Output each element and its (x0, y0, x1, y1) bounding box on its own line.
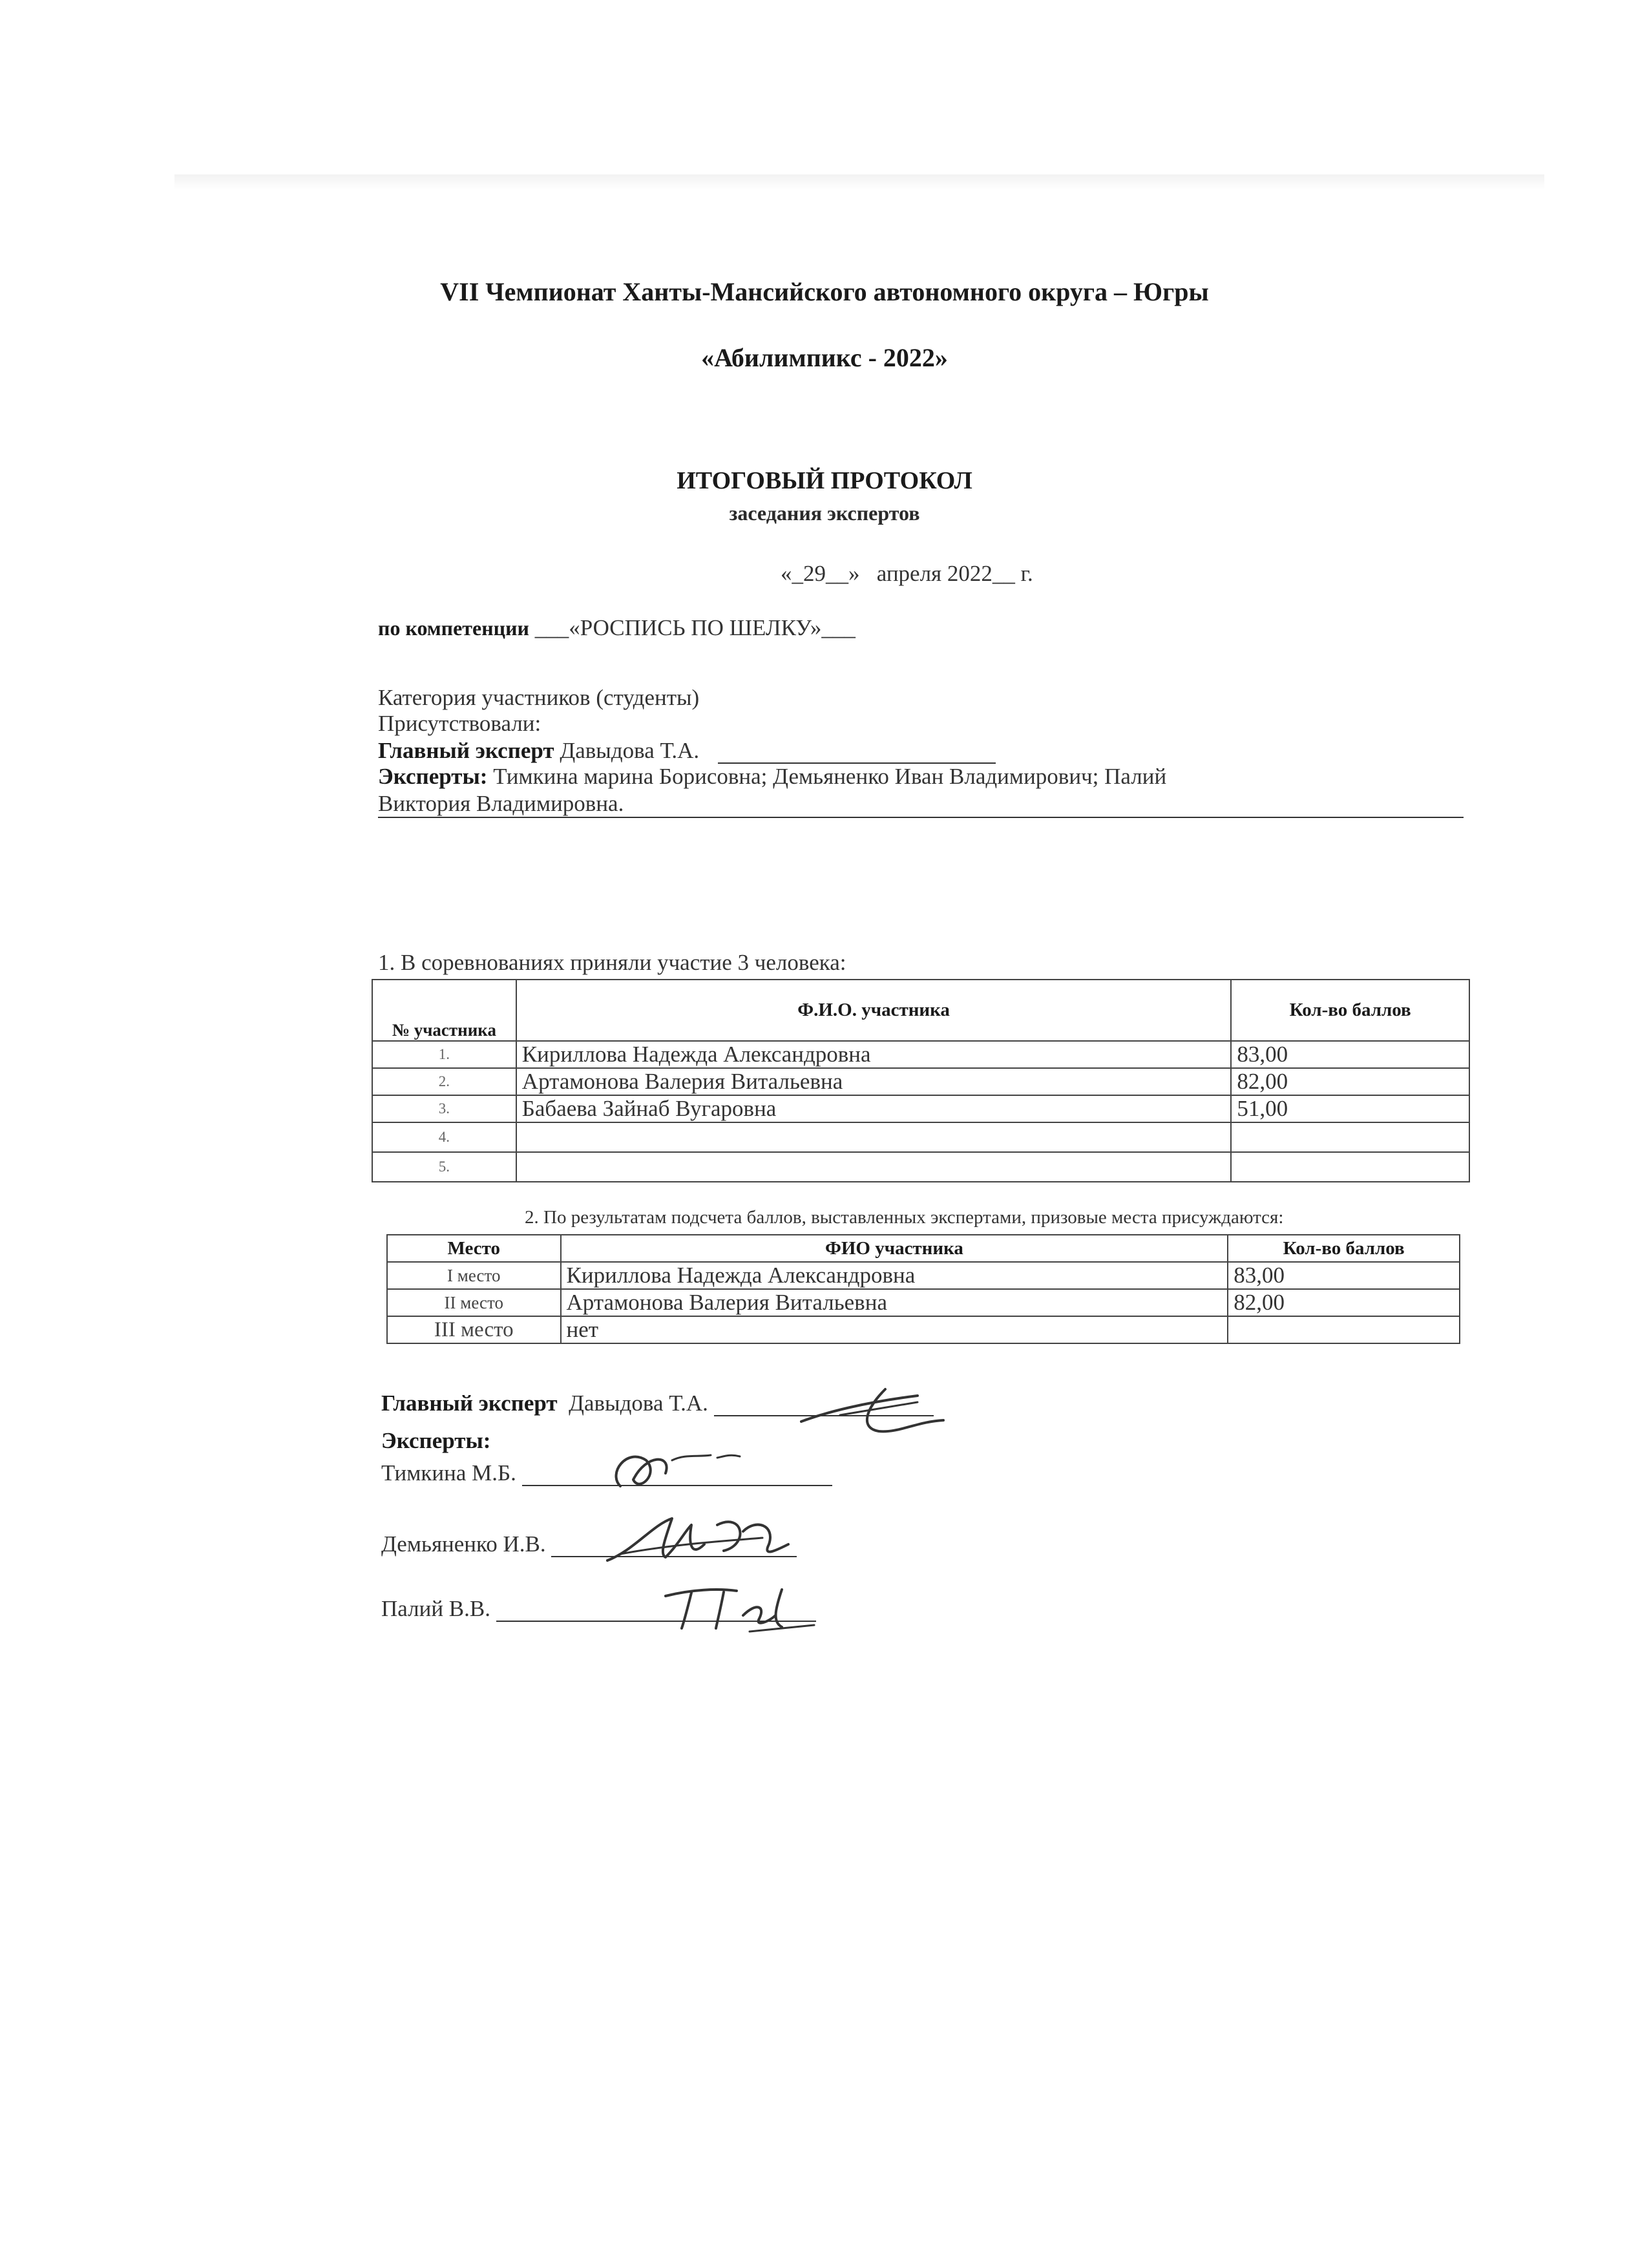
table-row (372, 1122, 1469, 1152)
expert3-signature (653, 1577, 834, 1641)
prize-name: Кириллова Надежда Александровна (561, 1262, 1228, 1289)
participant-number: 5. (372, 1152, 516, 1182)
experts-names-line2: Виктория Владимировна. (378, 791, 1464, 818)
participants-caption: 1. В соревнованиях приняли участие 3 человека: (378, 950, 846, 975)
header-place: Место (387, 1235, 561, 1262)
table-header-row (372, 980, 1469, 1041)
championship-title: VII Чемпионат Ханты-Мансийского автономного округа – Югры (440, 277, 1209, 306)
header-number: № участника (372, 980, 516, 1041)
table-row (387, 1316, 1460, 1343)
protocol-date (781, 561, 1033, 587)
participant-name: Бабаева Зайнаб Вугаровна (516, 1095, 1232, 1122)
sign-expert1-name: Тимкина М.Б. (381, 1460, 516, 1486)
participant-name (516, 1152, 1232, 1182)
prizes-caption: 2. По результатам подсчета баллов, выставленных экспертами, призовые места присуждаются: (525, 1207, 1284, 1228)
table-header-row (387, 1235, 1460, 1262)
participant-score (1231, 1152, 1469, 1182)
participant-number: 2. (372, 1068, 516, 1095)
participant-name: Кириллова Надежда Александровна (516, 1041, 1232, 1068)
expert1-signature (601, 1434, 756, 1506)
category-line: Категория участников (студенты) (378, 685, 700, 710)
sign-experts-label: Эксперты: (381, 1428, 491, 1453)
sign-chief-name: Давыдова Т.А. (569, 1391, 708, 1416)
participant-score: 51,00 (1231, 1095, 1469, 1122)
event-title: «Абилимпикс - 2022» (701, 343, 948, 372)
chief-expert-line (378, 738, 996, 764)
prize-score (1228, 1316, 1460, 1343)
prize-name: Артамонова Валерия Витальевна (561, 1289, 1228, 1316)
prize-name: нет (561, 1316, 1228, 1343)
table-row (372, 1041, 1469, 1068)
date-month-year: апреля 2022__ г. (876, 561, 1033, 586)
participant-number: 4. (372, 1122, 516, 1152)
table-row (387, 1289, 1460, 1316)
protocol-heading: ИТОГОВЫЙ ПРОТОКОЛ (677, 467, 972, 494)
competence-value: ___«РОСПИСЬ ПО ШЕЛКУ»___ (534, 615, 856, 640)
competence-label: по компетенции (378, 616, 529, 640)
participant-number: 1. (372, 1041, 516, 1068)
table-row (372, 1152, 1469, 1182)
participant-number: 3. (372, 1095, 516, 1122)
prizes-table (386, 1234, 1460, 1344)
chief-signature (788, 1376, 956, 1447)
sign-expert3-name: Палий В.В. (381, 1596, 490, 1621)
header-score: Кол-во баллов (1228, 1235, 1460, 1262)
participant-name: Артамонова Валерия Витальевна (516, 1068, 1232, 1095)
chief-expert-name: Давыдова Т.А. (560, 738, 700, 763)
prize-place: I место (387, 1262, 561, 1289)
participant-score: 83,00 (1231, 1041, 1469, 1068)
table-row (372, 1095, 1469, 1122)
scan-shadow (174, 174, 1544, 190)
experts-label: Эксперты: (378, 764, 488, 789)
participant-name (516, 1122, 1232, 1152)
participant-score (1231, 1122, 1469, 1152)
prize-place: II место (387, 1289, 561, 1316)
prize-place: III место (387, 1316, 561, 1343)
experts-names-line1: Тимкина марина Борисовна; Демьяненко Иван Владимирович; Палий (493, 764, 1167, 789)
experts-line (378, 764, 1166, 790)
header-score: Кол-во баллов (1231, 980, 1469, 1041)
prize-score: 83,00 (1228, 1262, 1460, 1289)
participant-score: 82,00 (1231, 1068, 1469, 1095)
competence-line (378, 615, 856, 641)
date-day: «_29__» (781, 561, 860, 586)
table-row (387, 1262, 1460, 1289)
header-name: Ф.И.О. участника (516, 980, 1232, 1041)
header-name: ФИО участника (561, 1235, 1228, 1262)
table-row (372, 1068, 1469, 1095)
sign-chief-label: Главный эксперт (381, 1391, 558, 1416)
sign-expert2-name: Демьяненко И.В. (381, 1531, 546, 1557)
prize-score: 82,00 (1228, 1289, 1460, 1316)
protocol-subheading: заседания экспертов (729, 501, 920, 525)
present-label: Присутствовали: (378, 711, 541, 736)
participants-table (372, 979, 1470, 1182)
chief-expert-label: Главный эксперт (378, 738, 554, 763)
expert2-signature (594, 1506, 801, 1577)
